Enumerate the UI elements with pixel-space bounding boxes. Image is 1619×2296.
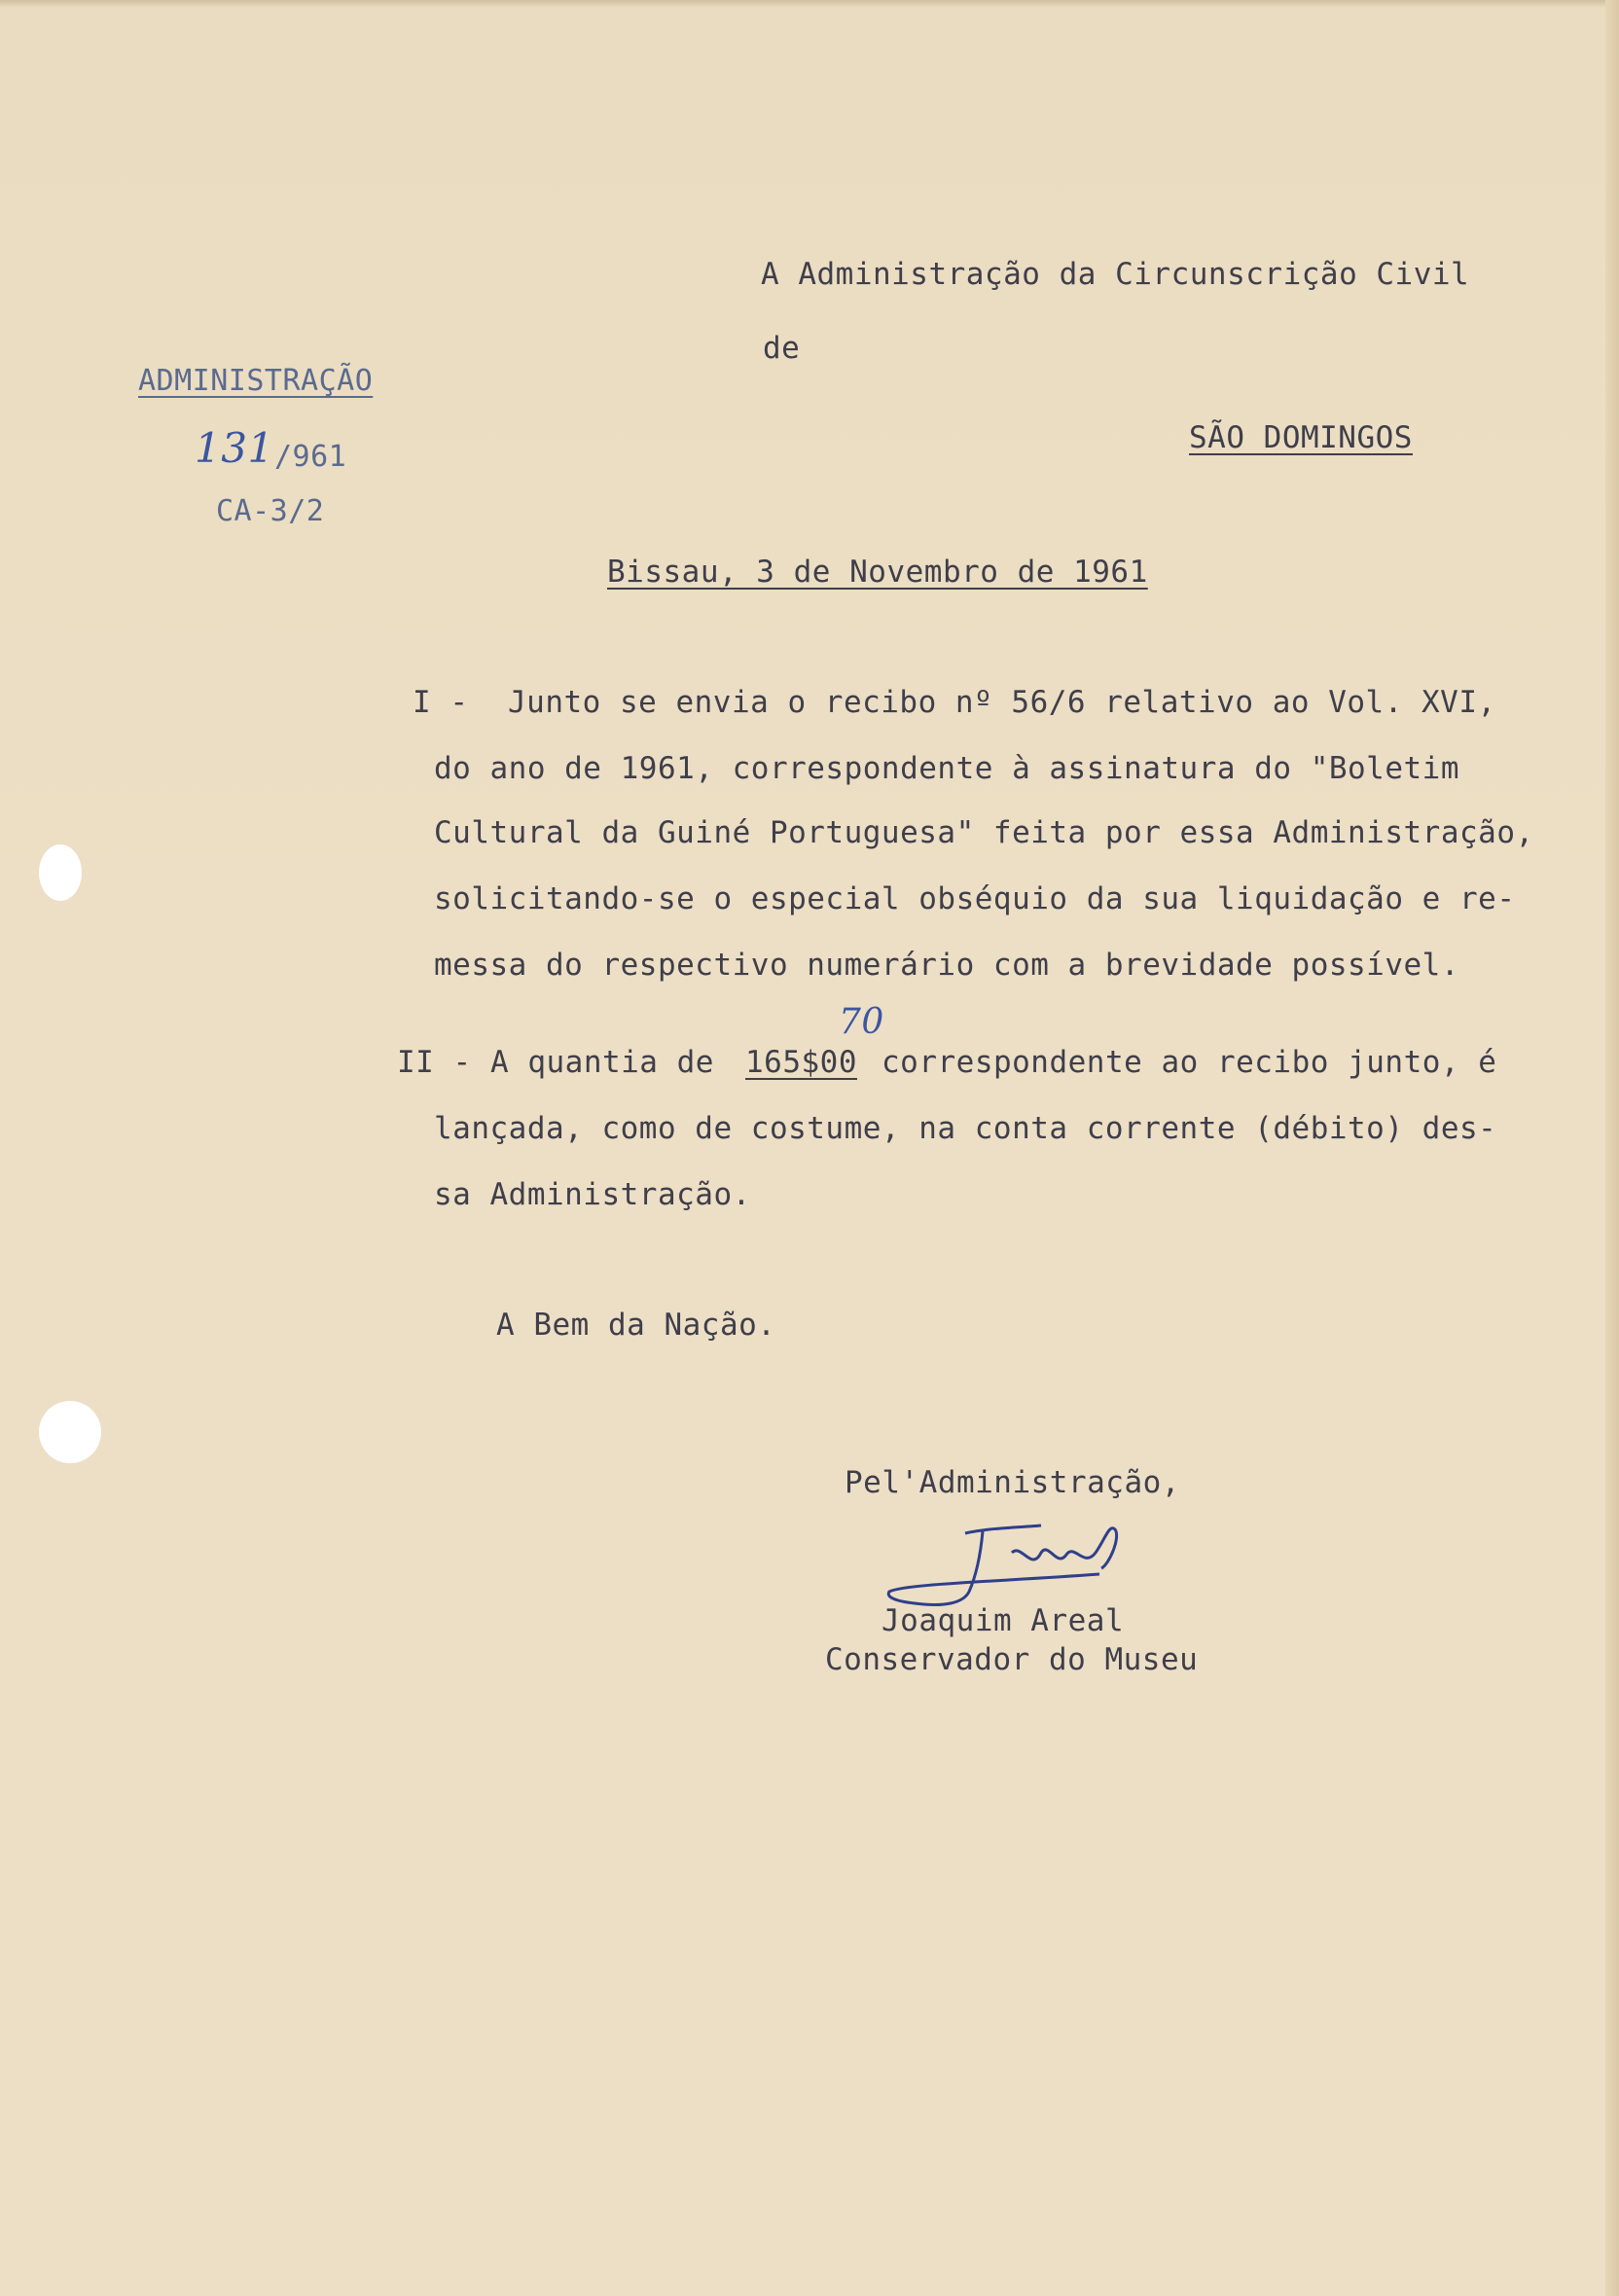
paragraph2-line1-pre: A quantia de <box>490 1045 714 1080</box>
paragraph2-marker: II - <box>397 1045 472 1080</box>
paragraph1-line5: messa do respectivo numerário com a brevidade possível. <box>434 948 1459 983</box>
stamp-number-handwritten: 131 <box>195 424 274 472</box>
paragraph1-marker: I - <box>413 685 469 720</box>
paper-edge-top <box>0 0 1619 8</box>
paragraph2-amount-correction: 70 <box>839 1002 884 1042</box>
signatory-name: Joaquim Areal <box>881 1603 1125 1638</box>
punch-hole-bottom <box>39 1401 101 1463</box>
stamp-reference: CA-3/2 <box>216 494 325 528</box>
paragraph2-amount: 165$00 <box>745 1045 857 1080</box>
stamp-year: /961 <box>274 440 347 474</box>
paper-edge-right <box>1605 0 1619 2296</box>
signatory-title: Conservador do Museu <box>825 1642 1199 1677</box>
paragraph1-line3: Cultural da Guiné Portuguesa" feita por essa Administração, <box>434 815 1534 850</box>
dateline: Bissau, 3 de Novembro de 1961 <box>607 555 1148 590</box>
closing: A Bem da Nação. <box>496 1308 776 1343</box>
addressee-line1: A Administração da Circunscrição Civil <box>761 257 1470 292</box>
addressee-place: SÃO DOMINGOS <box>1189 420 1413 455</box>
paragraph2-line1-post: correspondente ao recibo junto, é <box>881 1045 1497 1080</box>
paragraph2-line2: lançada, como de costume, na conta corrente (débito) des- <box>434 1111 1497 1146</box>
paragraph1-line2: do ano de 1961, correspondente à assinatura do "Boletim <box>434 751 1459 786</box>
stamp-title: ADMINISTRAÇÃO <box>138 364 374 398</box>
paragraph1-line4: solicitando-se o especial obséquio da sua liquidação e re- <box>434 881 1516 916</box>
paragraph2-line3: sa Administração. <box>434 1177 751 1212</box>
paragraph1-line1: Junto se envia o recibo nº 56/6 relativo ao Vol. XVI, <box>508 685 1496 720</box>
signature-for-line: Pel'Administração, <box>845 1465 1180 1500</box>
addressee-line2: de <box>763 331 801 366</box>
punch-hole-top <box>39 844 82 901</box>
